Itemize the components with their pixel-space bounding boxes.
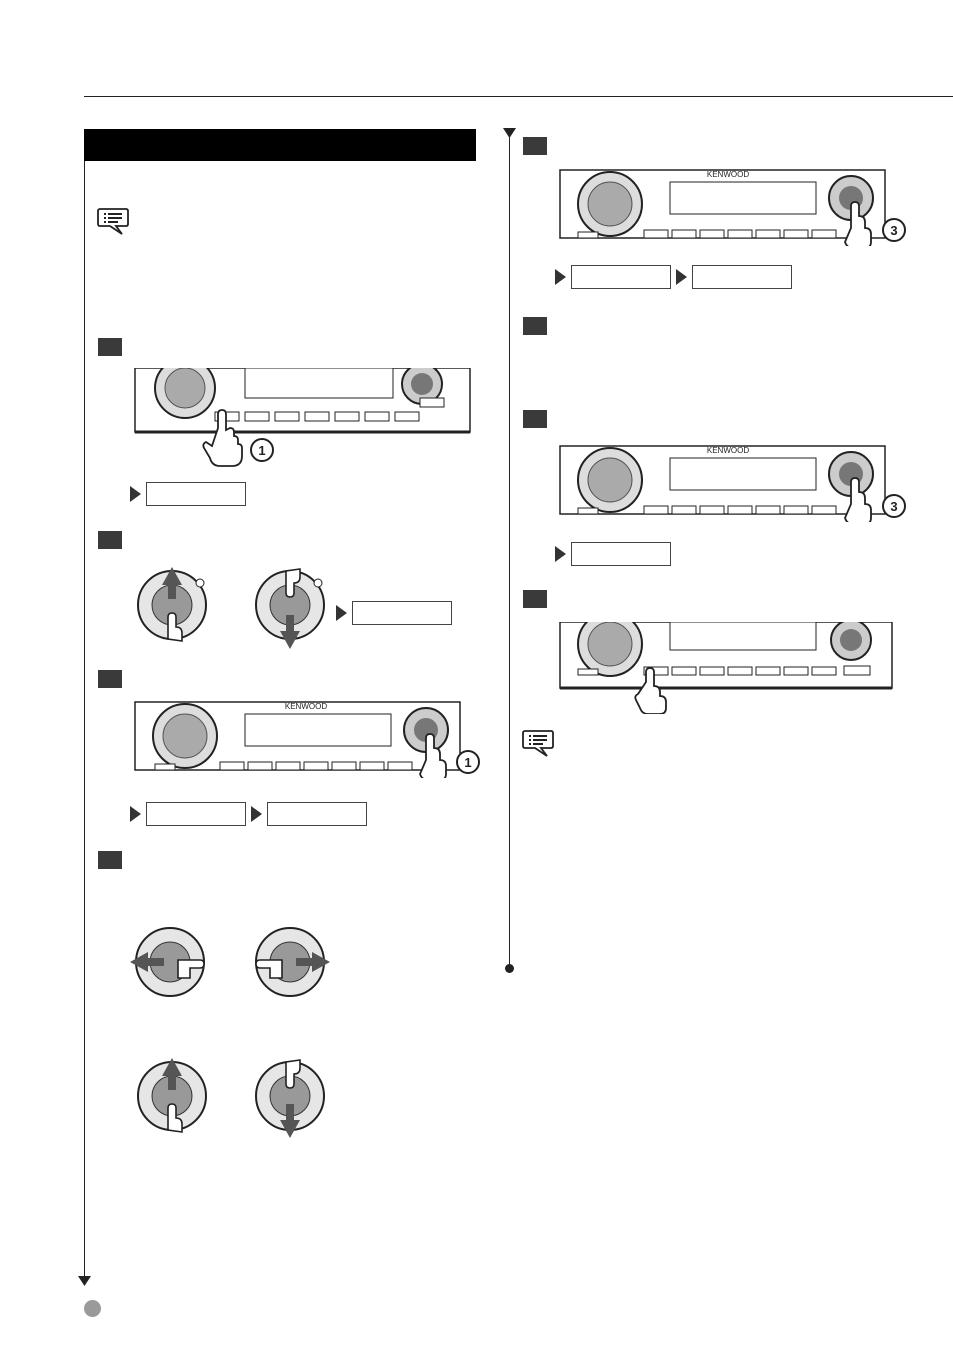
arrow-icon: [555, 269, 566, 285]
knob-up-illustration: [128, 563, 214, 651]
step-badge-3: [98, 670, 122, 688]
step-badge-5: [523, 137, 547, 155]
knob-up-illustration-2: [128, 1054, 214, 1140]
faceplate-illustration-step7: [558, 444, 918, 522]
knob-right-illustration: [246, 920, 332, 1006]
knob-down-illustration: [246, 563, 332, 651]
arrow-icon: [251, 806, 262, 822]
step-badge-6: [523, 317, 547, 335]
display-box: [146, 802, 246, 826]
right-flow-end-dot: [505, 964, 514, 973]
section-title-bar: [84, 129, 476, 161]
step-badge-4: [98, 851, 122, 869]
display-box: [146, 482, 246, 506]
arrow-icon: [555, 546, 566, 562]
faceplate-illustration-step3: [130, 700, 485, 778]
note-icon: [521, 728, 555, 758]
faceplate-illustration-step1: [130, 368, 475, 468]
step-badge-1: [98, 338, 122, 356]
arrow-icon: [336, 605, 347, 621]
note-icon: [96, 206, 130, 236]
header-rule: [84, 96, 953, 97]
display-box: [267, 802, 367, 826]
brand-label: KENWOOD: [284, 702, 328, 711]
display-box: [571, 265, 671, 289]
left-flow-line: [84, 161, 85, 1276]
timer-label-1: 1: [258, 443, 266, 458]
arrow-icon: [130, 806, 141, 822]
brand-label: KENWOOD: [706, 170, 750, 179]
step-badge-8: [523, 590, 547, 608]
knob-down-illustration-2: [246, 1054, 332, 1140]
faceplate-illustration-step8: [558, 622, 898, 714]
timer-label-3: 3: [890, 499, 898, 514]
step-badge-2: [98, 531, 122, 549]
faceplate-illustration-step5: [558, 168, 918, 246]
left-flow-arrow-icon: [78, 1276, 91, 1286]
timer-label-1: 1: [464, 755, 472, 770]
step-badge-7: [523, 410, 547, 428]
brand-label: KENWOOD: [706, 446, 750, 455]
timer-label-3: 3: [890, 223, 898, 238]
display-box: [571, 542, 671, 566]
display-box: [692, 265, 792, 289]
knob-left-illustration: [128, 920, 214, 1006]
arrow-icon: [676, 269, 687, 285]
right-flow-line: [509, 136, 510, 966]
display-box: [352, 601, 452, 625]
page-marker-dot: [84, 1300, 101, 1317]
arrow-icon: [130, 486, 141, 502]
